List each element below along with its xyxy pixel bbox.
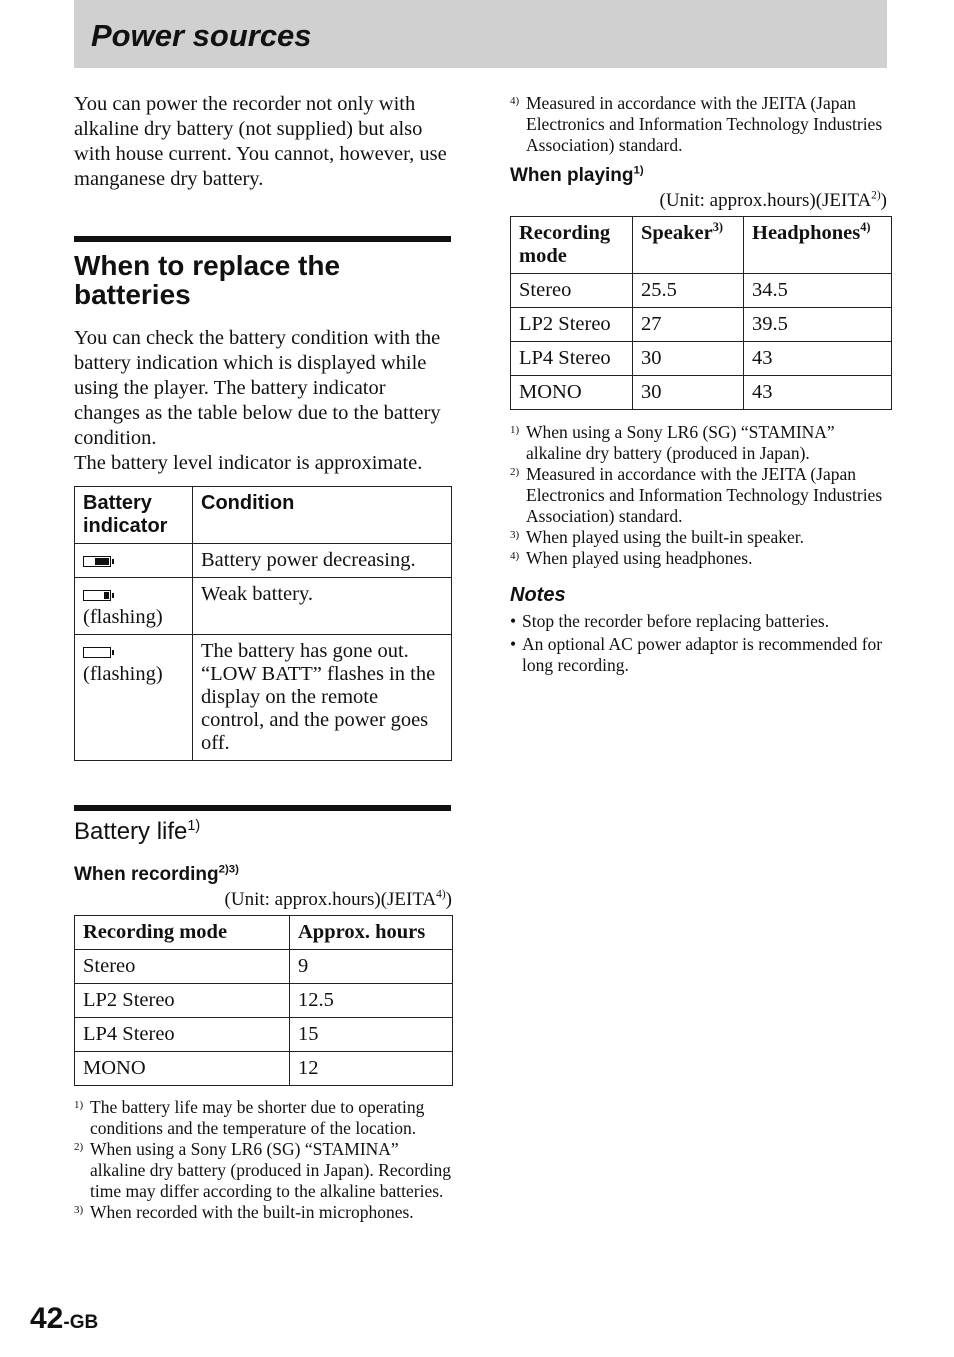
footnote-mark: 4) bbox=[510, 550, 520, 562]
replace-paragraph-2: The battery level indicator is approximate. bbox=[74, 452, 423, 474]
header-speaker-text: Speaker bbox=[641, 222, 713, 244]
footnote-mark: 2)3) bbox=[218, 863, 239, 876]
footnote bbox=[74, 1139, 452, 1202]
footnote-text: When using a Sony LR6 (SG) “STAMINA” alkaline dry battery (produced in Japan). bbox=[526, 422, 835, 463]
header-line2: mode bbox=[519, 245, 567, 267]
headphones-cell: 34.5 bbox=[744, 274, 892, 308]
mode-cell: MONO bbox=[75, 1052, 290, 1086]
mode-cell: LP4 Stereo bbox=[511, 342, 633, 376]
indicator-cell bbox=[75, 544, 193, 578]
when-playing-heading bbox=[510, 165, 892, 187]
unit-close: ) bbox=[445, 889, 452, 910]
header-approx-hours: Approx. hours bbox=[290, 916, 453, 950]
table-header-row bbox=[511, 217, 892, 274]
when-recording-heading bbox=[74, 864, 452, 886]
footnote-text: When recorded with the built-in microphones. bbox=[90, 1202, 414, 1222]
flashing-label: (flashing) bbox=[83, 606, 163, 628]
bullet-icon: • bbox=[510, 634, 517, 654]
footnote-text: The battery life may be shorter due to operating conditions and the temperature of the location. bbox=[90, 1097, 425, 1138]
footnote-mark: 2) bbox=[871, 189, 881, 202]
condition-cell: Weak battery. bbox=[193, 578, 452, 635]
battery-indicator-table bbox=[74, 486, 452, 761]
replace-paragraph: You can check the battery condition with the battery indication which is displayed while using the player. The battery indicator changes as the table below due to the battery condition. bbox=[74, 327, 441, 449]
unit-text: (Unit: approx.hours)(JEITA bbox=[659, 190, 872, 211]
unit-text: (Unit: approx.hours)(JEITA bbox=[224, 889, 437, 910]
footnote-mark: 1) bbox=[74, 1099, 84, 1111]
section-heading-line2: batteries bbox=[74, 279, 191, 310]
section-rule bbox=[74, 236, 451, 242]
footnote-mark: 4) bbox=[436, 888, 446, 901]
intro-paragraph: You can power the recorder not only with alkaline dry battery (not supplied) but also with house current. You cannot, however, use manganese dry battery. bbox=[74, 93, 447, 190]
note-item bbox=[510, 611, 886, 632]
bullet-icon: • bbox=[510, 611, 517, 631]
headphones-cell: 43 bbox=[744, 376, 892, 410]
footnote bbox=[510, 527, 886, 548]
footnote-mark: 1) bbox=[187, 818, 201, 834]
when-playing-text: When playing bbox=[510, 165, 634, 186]
table-row bbox=[511, 342, 892, 376]
notes-section bbox=[510, 584, 886, 676]
headphones-cell: 39.5 bbox=[744, 308, 892, 342]
footnote-text: When using a Sony LR6 (SG) “STAMINA” alkaline dry battery (produced in Japan). Recording time may differ according to the alkaline batteries. bbox=[90, 1139, 452, 1201]
table-row bbox=[511, 274, 892, 308]
header-line1: Recording bbox=[519, 222, 611, 244]
unit-close: ) bbox=[880, 190, 887, 211]
flashing-label: (flashing) bbox=[83, 663, 163, 685]
table-row bbox=[75, 1052, 453, 1086]
table-row bbox=[511, 308, 892, 342]
mode-cell: LP2 Stereo bbox=[75, 984, 290, 1018]
headphones-cell: 43 bbox=[744, 342, 892, 376]
battery-low-icon bbox=[83, 556, 111, 567]
speaker-cell: 30 bbox=[633, 342, 744, 376]
note-text: An optional AC power adaptor is recommended for long recording. bbox=[522, 634, 883, 675]
table-header-condition: Condition bbox=[193, 487, 452, 544]
table-row bbox=[75, 1018, 453, 1052]
playing-footnotes bbox=[510, 422, 886, 569]
table-row bbox=[75, 984, 453, 1018]
footnote bbox=[510, 93, 886, 156]
footnote bbox=[74, 1097, 452, 1139]
indicator-cell bbox=[75, 578, 193, 635]
hours-cell: 12.5 bbox=[290, 984, 453, 1018]
recording-footnotes bbox=[74, 1097, 452, 1223]
battery-weak-icon bbox=[83, 590, 111, 601]
mode-cell: LP2 Stereo bbox=[511, 308, 633, 342]
battery-empty-icon bbox=[83, 647, 111, 658]
mode-cell: Stereo bbox=[75, 950, 290, 984]
page-number bbox=[30, 1302, 98, 1336]
note-item bbox=[510, 634, 886, 676]
mode-cell: MONO bbox=[511, 376, 633, 410]
footnote-mark: 4) bbox=[510, 95, 520, 107]
mode-cell: Stereo bbox=[511, 274, 633, 308]
recording-unit-note bbox=[74, 889, 452, 911]
footnote-text: When played using headphones. bbox=[526, 548, 753, 568]
header-headphones bbox=[744, 217, 892, 274]
table-row bbox=[511, 376, 892, 410]
footnote-text: Measured in accordance with the JEITA (Japan Electronics and Information Technology Industries Association) standard. bbox=[526, 93, 883, 155]
table-header-row bbox=[75, 916, 453, 950]
header-recording-mode: Recording mode bbox=[75, 916, 290, 950]
playing-unit-note bbox=[510, 190, 887, 212]
header-speaker bbox=[633, 217, 744, 274]
mode-cell: LP4 Stereo bbox=[75, 1018, 290, 1052]
table-header-indicator bbox=[75, 487, 193, 544]
replace-text bbox=[74, 326, 452, 476]
notes-heading: Notes bbox=[510, 584, 566, 606]
title-bar bbox=[74, 0, 887, 68]
footnote-text: Measured in accordance with the JEITA (Japan Electronics and Information Technology Industries Association) standard. bbox=[526, 464, 883, 526]
section-heading-replace bbox=[74, 251, 452, 309]
condition-cell: Battery power decreasing. bbox=[193, 544, 452, 578]
footnote-mark: 1) bbox=[633, 164, 644, 177]
hours-cell: 15 bbox=[290, 1018, 453, 1052]
table-row bbox=[75, 544, 452, 578]
table-header-row bbox=[75, 487, 452, 544]
table-row bbox=[75, 950, 453, 984]
table-row bbox=[75, 635, 452, 761]
section-rule bbox=[74, 805, 451, 811]
recording-table bbox=[74, 915, 453, 1086]
speaker-cell: 30 bbox=[633, 376, 744, 410]
footnote-mark: 2) bbox=[74, 1141, 84, 1153]
condition-cell: The battery has gone out. “LOW BATT” flashes in the display on the remote control, and the power goes off. bbox=[193, 635, 452, 761]
page-number-value: 42 bbox=[30, 1302, 64, 1335]
footnote-mark: 3) bbox=[74, 1204, 84, 1216]
table-row bbox=[75, 578, 452, 635]
header-indicator-line1: Battery bbox=[83, 492, 152, 514]
footnote-mark: 3) bbox=[712, 220, 723, 235]
footnote-text: When played using the built-in speaker. bbox=[526, 527, 804, 547]
footnote bbox=[510, 548, 886, 569]
note-text: Stop the recorder before replacing batteries. bbox=[522, 611, 830, 631]
when-recording-text: When recording bbox=[74, 864, 219, 885]
battery-life-heading-text: Battery life bbox=[74, 818, 188, 845]
speaker-cell: 25.5 bbox=[633, 274, 744, 308]
indicator-cell bbox=[75, 635, 193, 761]
footnote bbox=[510, 422, 886, 464]
hours-cell: 9 bbox=[290, 950, 453, 984]
jeita-footnote-top bbox=[510, 93, 886, 156]
hours-cell: 12 bbox=[290, 1052, 453, 1086]
header-recording-mode bbox=[511, 217, 633, 274]
battery-life-heading bbox=[74, 818, 452, 846]
footnote-mark: 3) bbox=[510, 529, 520, 541]
page-number-suffix: -GB bbox=[63, 1312, 99, 1333]
playing-table bbox=[510, 216, 892, 410]
footnote-mark: 2) bbox=[510, 466, 520, 478]
section-heading-line1: When to replace the bbox=[74, 250, 341, 281]
header-headphones-text: Headphones bbox=[752, 222, 861, 244]
footnote-mark: 1) bbox=[510, 424, 520, 436]
footnote-mark: 4) bbox=[860, 220, 871, 235]
header-indicator-line2: indicator bbox=[83, 515, 168, 537]
footnote bbox=[510, 464, 886, 527]
footnote bbox=[74, 1202, 452, 1223]
page-title: Power sources bbox=[91, 18, 312, 53]
speaker-cell: 27 bbox=[633, 308, 744, 342]
